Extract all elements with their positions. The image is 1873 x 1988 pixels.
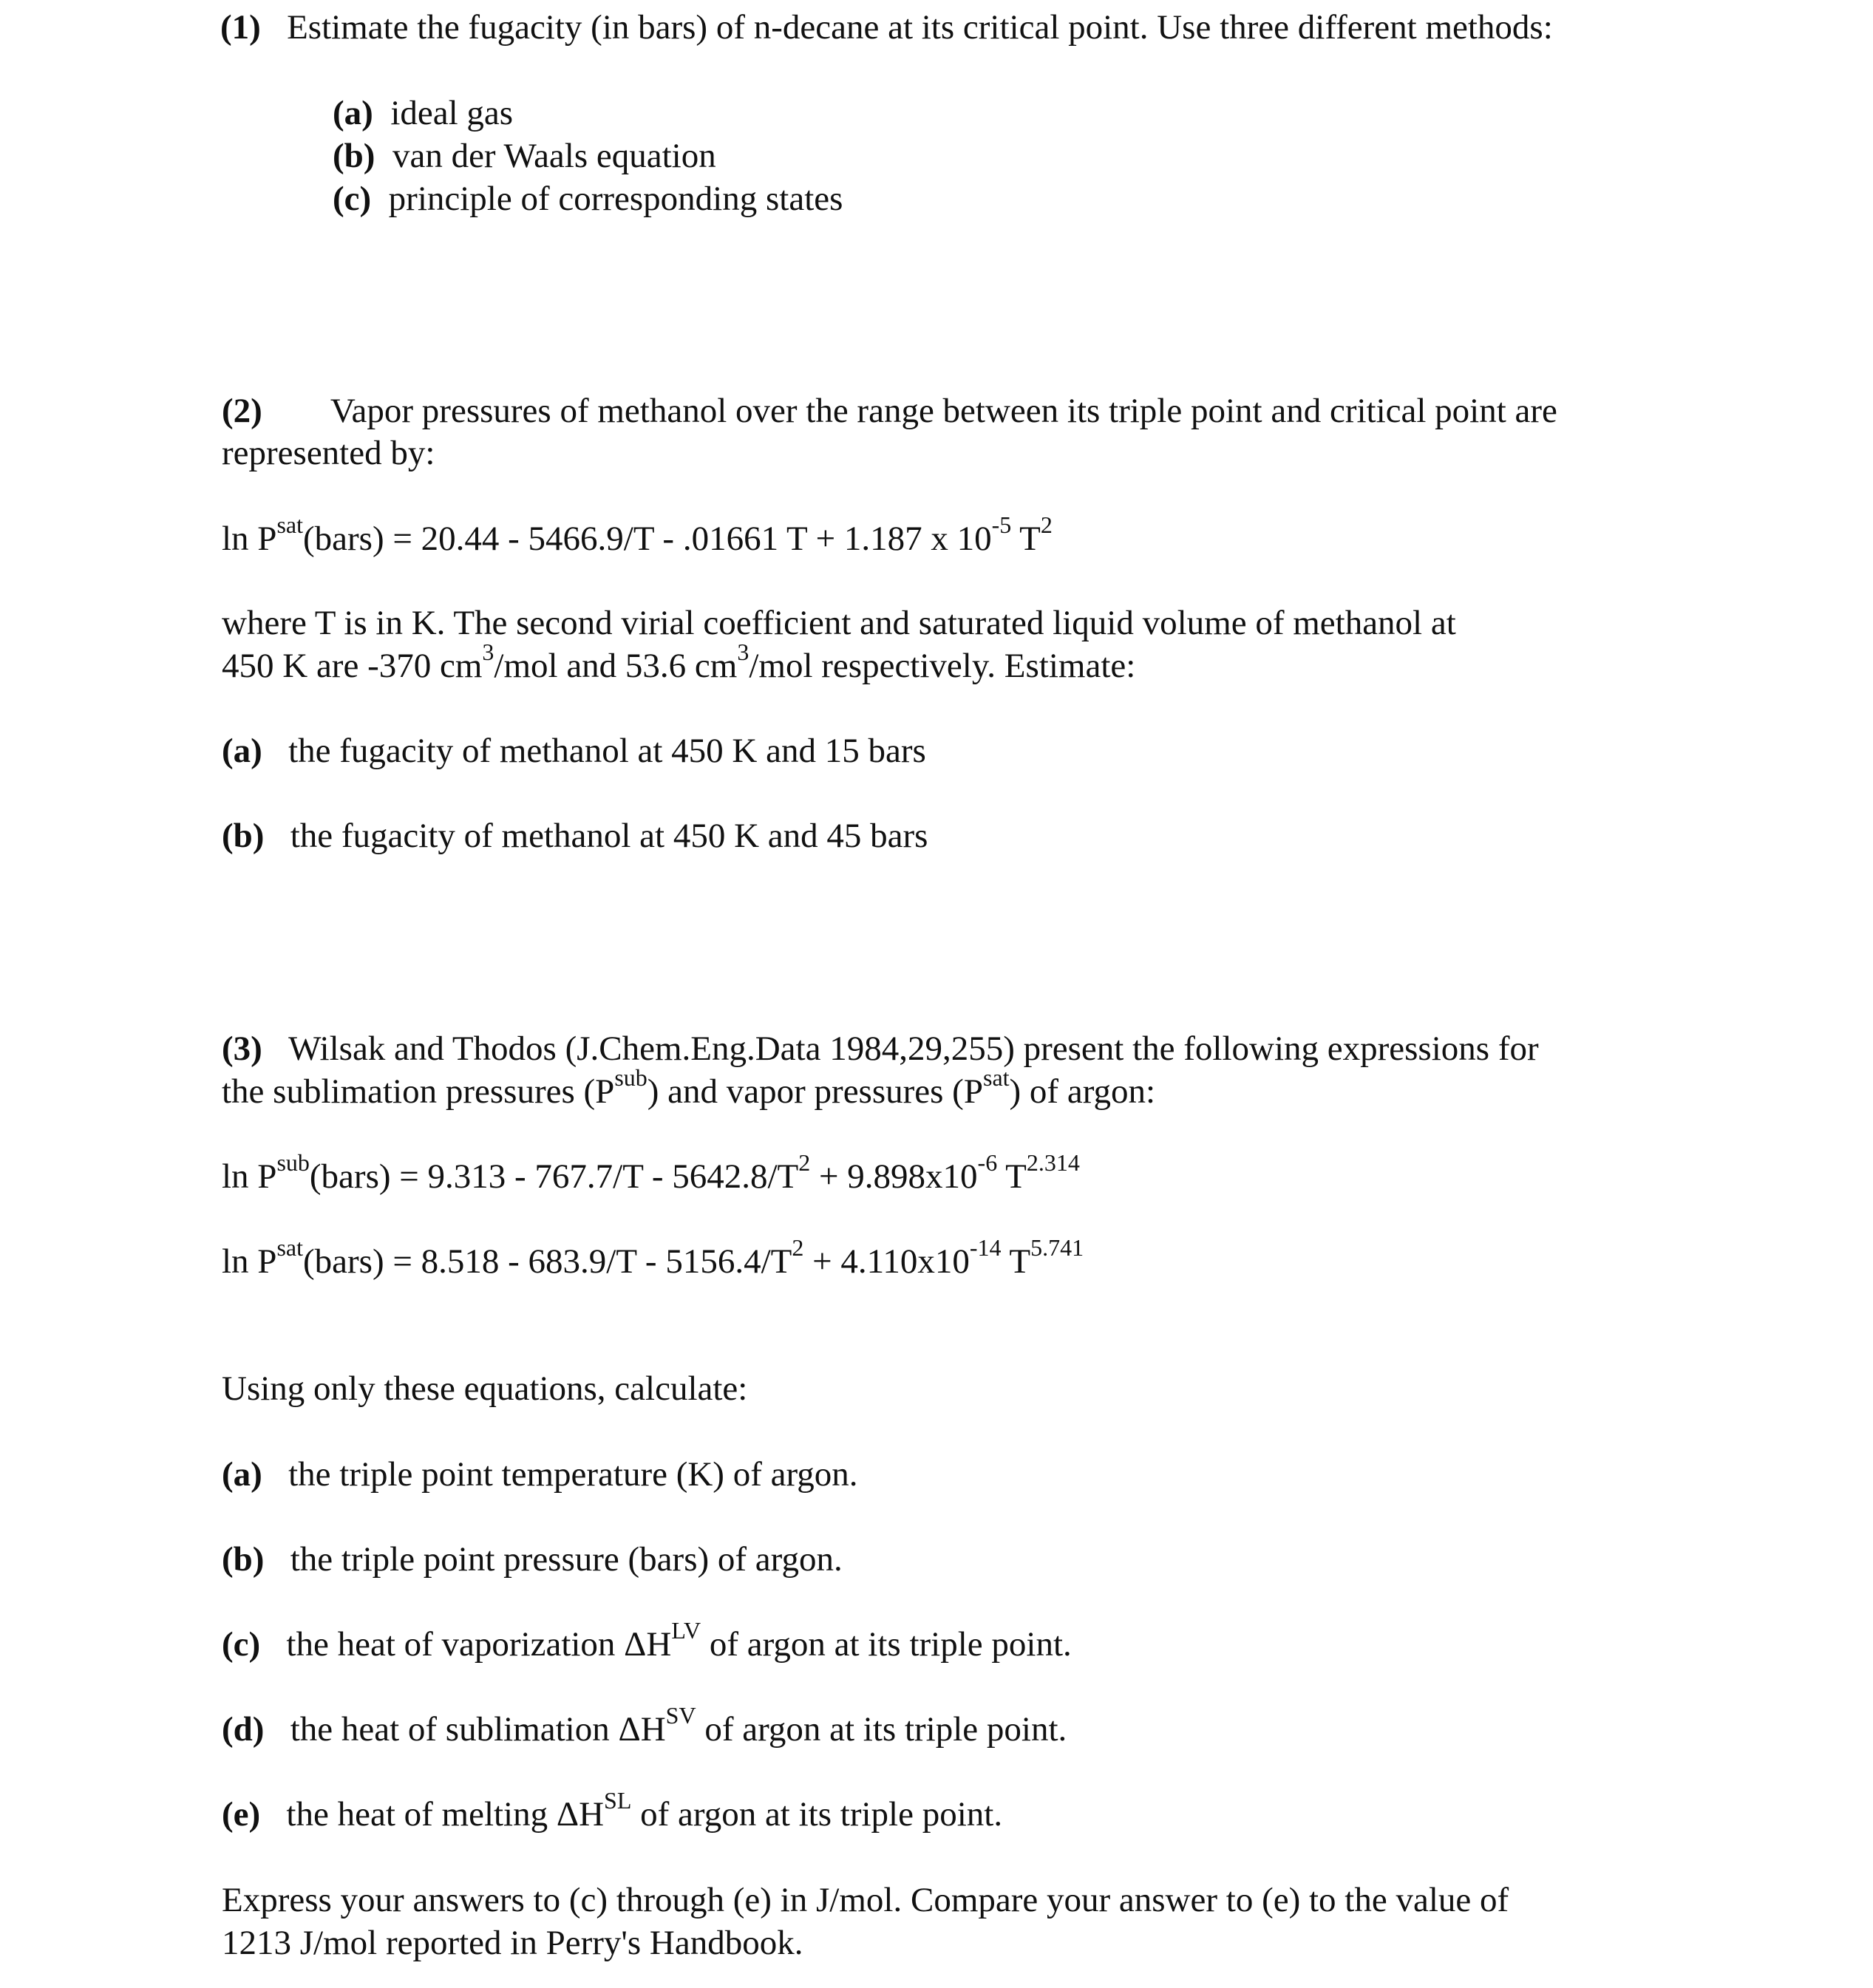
q3-eq1-sup: 2.314 — [1026, 1149, 1080, 1177]
q3-item-d-text: the heat of sublimation ΔH — [290, 1710, 666, 1749]
q3-number: (3) — [222, 1029, 262, 1068]
q2-where-part: /mol respectively. Estimate: — [749, 647, 1136, 685]
q3-eq1-part: T — [997, 1157, 1027, 1196]
q2-where-part: 450 K are -370 cm — [222, 647, 483, 685]
q1-item-c-label: (c) — [333, 180, 372, 218]
q3-item-a-label: (a) — [222, 1455, 262, 1494]
q3-eq2-part: + 4.110x10 — [803, 1242, 970, 1281]
q3-item-e — [222, 1787, 1003, 1836]
q1-item-a-label: (a) — [333, 94, 373, 132]
q2-item-a-label: (a) — [222, 732, 262, 770]
q3-line2 — [222, 1064, 1156, 1113]
q3-heading — [222, 1027, 1539, 1070]
q3-item-c-label: (c) — [222, 1625, 261, 1664]
q2-number: (2) — [222, 392, 262, 430]
q3-eq2-part: T — [1001, 1242, 1031, 1281]
q2-item-b-label: (b) — [222, 817, 265, 855]
q3-item-e-text: the heat of melting ΔH — [286, 1795, 605, 1834]
q3-item-b — [222, 1538, 843, 1581]
q3-item-d-label: (d) — [222, 1710, 265, 1749]
q3-using: Using only these equations, calculate: — [222, 1369, 748, 1408]
q3-item-e-sup: SL — [604, 1787, 632, 1814]
q2-where-sup: 3 — [482, 639, 494, 666]
q2-where-line2 — [222, 639, 1136, 687]
q2-eq-part: (bars) = 20.44 - 5466.9/T - .01661 T + 1.187 x 10 — [303, 520, 992, 558]
q3-line2-part: ) of argon: — [1009, 1072, 1156, 1111]
q2-line1: Vapor pressures of methanol over the range between its triple point and critical point are — [330, 392, 1557, 430]
q3-item-d-sup: SV — [665, 1702, 696, 1729]
q2-where-part: /mol and 53.6 cm — [494, 647, 738, 685]
q3-item-e-label: (e) — [222, 1795, 261, 1834]
q3-line2-sup: sat — [982, 1064, 1010, 1092]
q2-equation — [222, 511, 1053, 560]
q3-eq2-part: (bars) = 8.518 - 683.9/T - 5156.4/T — [303, 1242, 792, 1281]
q3-eq2-part: ln P — [222, 1242, 277, 1281]
q3-item-a — [222, 1453, 858, 1496]
q3-express-line2: 1213 J/mol reported in Perry's Handbook. — [222, 1924, 803, 1962]
q3-line2-part: the sublimation pressures (P — [222, 1072, 615, 1111]
q3-eq1-sup: 2 — [798, 1149, 811, 1177]
q1-heading — [220, 6, 1553, 49]
q3-line2-part: ) and vapor pressures (P — [647, 1072, 983, 1111]
q3-eq2-sup: -14 — [969, 1234, 1002, 1262]
q3-equation-sublimation — [222, 1149, 1080, 1198]
q3-eq1-part: (bars) = 9.313 - 767.7/T - 5642.8/T — [309, 1157, 799, 1196]
q1-item-b-label: (b) — [333, 137, 375, 175]
q1-item-a — [333, 92, 513, 135]
q2-line2: represented by: — [222, 434, 435, 472]
q2-where-line1: where T is in K. The second virial coefficient and saturated liquid volume of methanol at — [222, 604, 1456, 642]
q2-item-b — [222, 814, 928, 857]
q3-item-d — [222, 1702, 1067, 1751]
q3-item-a-text: the triple point temperature (K) of argon. — [288, 1455, 858, 1494]
q2-eq-sup: -5 — [991, 511, 1012, 539]
q3-eq2-sup: 2 — [792, 1234, 804, 1262]
q2-eq-part: ln P — [222, 520, 277, 558]
q2-heading — [222, 389, 1557, 432]
q2-eq-part: T — [1011, 520, 1041, 558]
q1-item-c — [333, 177, 843, 220]
q3-item-c-sup: LV — [671, 1617, 701, 1644]
q2-eq-sup: 2 — [1040, 511, 1053, 539]
q2-item-b-text: the fugacity of methanol at 450 K and 45 bars — [290, 817, 928, 855]
q3-eq1-sup: sub — [276, 1149, 310, 1177]
q1-item-a-text: ideal gas — [390, 94, 514, 132]
q3-express-line1: Express your answers to (c) through (e) in J/mol. Compare your answer to (e) to the value of — [222, 1881, 1509, 1919]
q3-item-b-text: the triple point pressure (bars) of argon. — [290, 1540, 843, 1579]
q1-item-b-text: van der Waals equation — [392, 137, 716, 175]
q3-item-c — [222, 1617, 1072, 1666]
q3-line2-sup: sub — [614, 1064, 647, 1092]
q3-item-b-label: (b) — [222, 1540, 265, 1579]
q3-equation-vapor — [222, 1234, 1084, 1283]
q3-item-d-text: of argon at its triple point. — [696, 1710, 1067, 1749]
q3-item-c-text: of argon at its triple point. — [701, 1625, 1072, 1664]
q3-eq2-sup: sat — [276, 1234, 303, 1262]
q3-eq2-sup: 5.741 — [1030, 1234, 1084, 1262]
q2-item-a — [222, 729, 926, 772]
q3-eq1-part: ln P — [222, 1157, 277, 1196]
q2-eq-sup: sat — [276, 511, 303, 539]
q2-item-a-text: the fugacity of methanol at 450 K and 15 bars — [288, 732, 926, 770]
q2-where-sup: 3 — [737, 639, 749, 666]
q3-eq1-part: + 9.898x10 — [810, 1157, 978, 1196]
q3-item-e-text: of argon at its triple point. — [631, 1795, 1003, 1834]
q3-line1: Wilsak and Thodos (J.Chem.Eng.Data 1984,29,255) present the following expressions for — [288, 1029, 1539, 1068]
q1-item-c-text: principle of corresponding states — [388, 180, 843, 218]
q3-item-c-text: the heat of vaporization ΔH — [286, 1625, 672, 1664]
q3-eq1-sup: -6 — [977, 1149, 998, 1177]
q1-text: Estimate the fugacity (in bars) of n-decane at its critical point. Use three different methods: — [287, 8, 1553, 47]
q1-item-b — [333, 135, 716, 177]
q1-number: (1) — [220, 8, 261, 47]
